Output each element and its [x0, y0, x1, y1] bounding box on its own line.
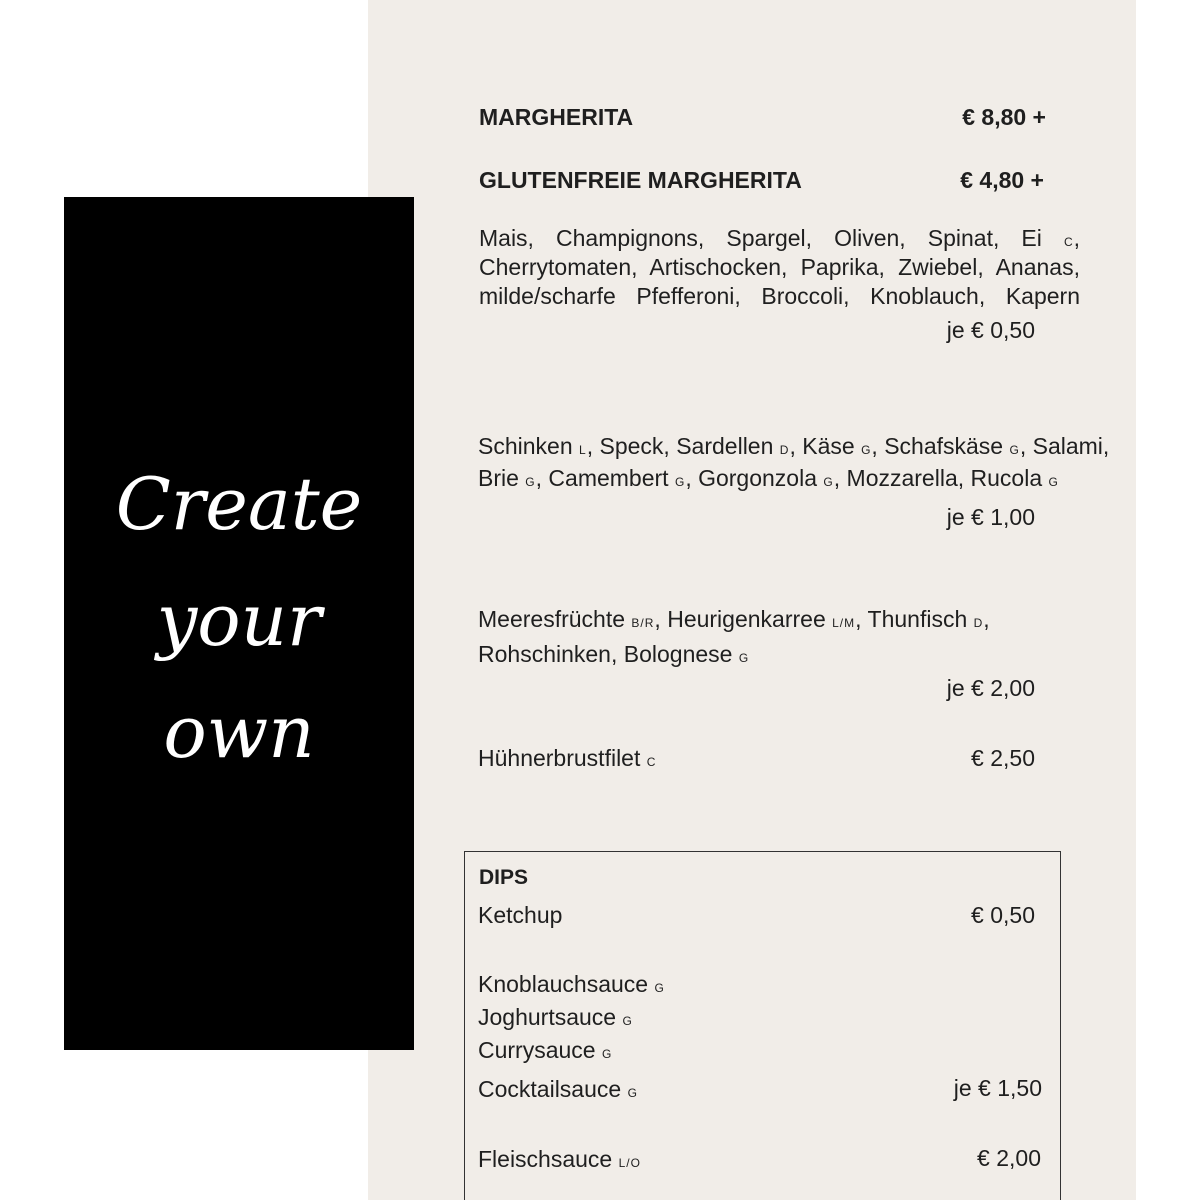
allergen-code: G	[627, 1086, 638, 1100]
separator: ,	[983, 606, 990, 632]
topping-name: Heurigenkarree	[667, 606, 826, 632]
topping-name: Gorgonzola	[698, 465, 818, 491]
allergen-code: G	[861, 443, 872, 457]
separator: ,	[1102, 433, 1110, 459]
allergen-code: G	[622, 1014, 633, 1028]
dip-name: Currysauce	[478, 1037, 596, 1063]
toppings-200-line1	[478, 606, 990, 633]
topping-name: Speck	[599, 433, 664, 459]
chicken-name: Hühnerbrustfilet	[478, 745, 641, 771]
allergen-code: G	[525, 475, 536, 489]
allergen-code: G	[1009, 443, 1020, 457]
chicken-item	[478, 745, 656, 772]
dip-name: Fleischsauce	[478, 1146, 613, 1172]
dips-title: DIPS	[479, 866, 529, 889]
topping-name: Käse	[802, 433, 855, 459]
dip-fleischsauce-price: € 2,00	[977, 1145, 1041, 1171]
dip-ketchup-name: Ketchup	[478, 902, 563, 928]
toppings-200-price: je € 2,00	[946, 675, 1035, 701]
toppings-050-line1-text: Mais, Champignons, Spargel, Oliven, Spinat, Ei	[479, 225, 1064, 251]
topping-name: Brie	[478, 465, 519, 491]
toppings-100-line2	[478, 465, 1059, 492]
side-title-line1: Create	[115, 462, 363, 546]
dip-name: Knoblauchsauce	[478, 971, 649, 997]
topping-name: Thunfisch	[867, 606, 968, 632]
allergen-code: L/O	[618, 1156, 641, 1170]
dip-name: Cocktailsauce	[478, 1076, 622, 1102]
toppings-050-price: je € 0,50	[946, 317, 1035, 343]
allergen-code: B/R	[631, 616, 655, 630]
separator: ,	[833, 465, 841, 491]
toppings-100-line1	[478, 433, 1109, 460]
pizza-price-glutenfree: € 4,80 +	[960, 167, 1044, 193]
side-title-line3: own	[163, 690, 315, 774]
dip-joghurtsauce	[478, 1004, 633, 1031]
allergen-code: L	[579, 443, 587, 457]
separator: ,	[610, 641, 618, 667]
dip-knoblauchsauce	[478, 971, 665, 998]
toppings-050-line3: milde/scharfe Pfefferoni, Broccoli, Knoblauch, Kapern	[479, 283, 1080, 309]
separator: ,	[855, 606, 862, 632]
topping-name: Rucola	[970, 465, 1043, 491]
allergen-code: G	[602, 1047, 613, 1061]
topping-name: Salami	[1032, 433, 1103, 459]
allergen-code: D	[779, 443, 790, 457]
separator: ,	[663, 433, 670, 459]
topping-name: Rohschinken	[478, 641, 611, 667]
topping-name: Sardellen	[676, 433, 774, 459]
pizza-name-glutenfree: GLUTENFREIE MARGHERITA	[479, 167, 802, 193]
topping-name: Camembert	[548, 465, 669, 491]
toppings-100-price: je € 1,00	[946, 504, 1035, 530]
separator: ,	[1019, 433, 1027, 459]
allergen-code: G	[674, 475, 686, 489]
dip-currysauce	[478, 1037, 612, 1064]
topping-name: Schafskäse	[884, 433, 1004, 459]
allergen-code: C	[646, 755, 657, 769]
allergen-code: G	[823, 475, 834, 489]
topping-name: Meeresfrüchte	[478, 606, 626, 632]
dip-ketchup-price: € 0,50	[971, 902, 1035, 928]
separator: ,	[654, 606, 661, 632]
pizza-name-margherita: MARGHERITA	[479, 104, 634, 130]
allergen-code: L/M	[832, 616, 856, 630]
chicken-price: € 2,50	[971, 745, 1035, 771]
separator: ,	[957, 465, 965, 491]
pizza-price-margherita: € 8,80 +	[962, 104, 1046, 130]
allergen-code: C	[1063, 235, 1074, 249]
separator: ,	[586, 433, 594, 459]
dips-sauces-price: je € 1,50	[953, 1075, 1042, 1101]
dip-fleischsauce	[478, 1146, 641, 1173]
toppings-200-line2	[478, 641, 749, 668]
allergen-code: D	[973, 616, 984, 630]
side-title-line2: your	[156, 578, 322, 662]
dip-cocktailsauce	[478, 1076, 638, 1103]
separator: ,	[1073, 225, 1080, 251]
separator: ,	[871, 433, 878, 459]
topping-name: Mozzarella	[846, 465, 958, 491]
allergen-code: G	[738, 651, 750, 665]
allergen-code: G	[654, 981, 665, 995]
topping-name: Schinken	[478, 433, 573, 459]
toppings-050-line2: Cherrytomaten, Artischocken, Paprika, Zwiebel, Ananas,	[479, 254, 1080, 280]
separator: ,	[535, 465, 543, 491]
allergen-code: G	[1048, 475, 1059, 489]
topping-name: Bolognese	[623, 641, 733, 667]
separator: ,	[685, 465, 692, 491]
dip-name: Joghurtsauce	[478, 1004, 617, 1030]
separator: ,	[789, 433, 796, 459]
